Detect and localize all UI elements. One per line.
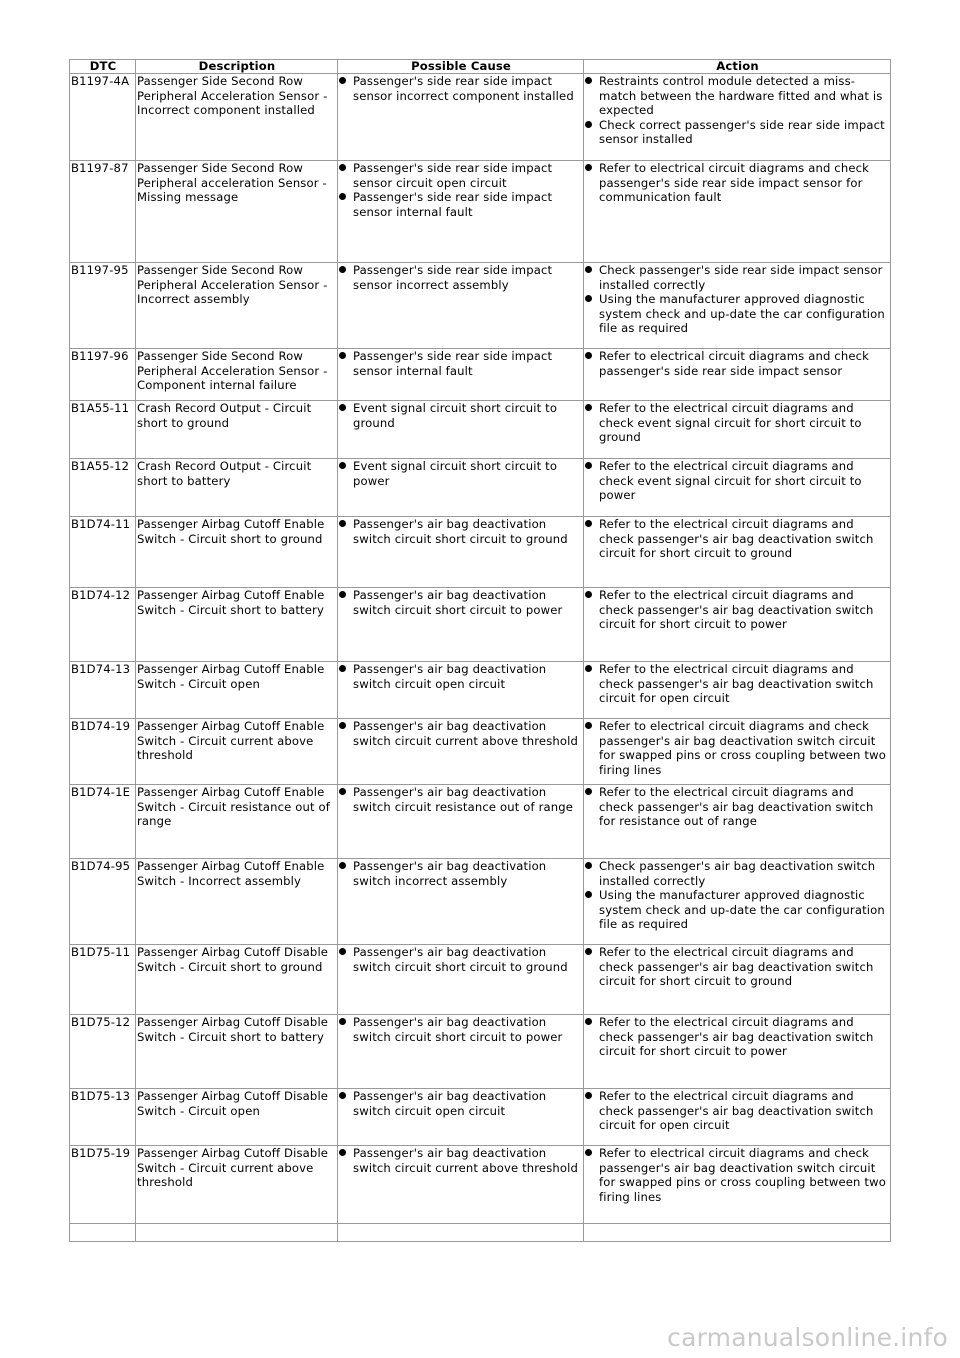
table-row <box>70 263 891 349</box>
table-row <box>70 161 891 263</box>
description-text: Passenger Airbag Cutoff Enable Switch - Circuit short to battery <box>137 588 325 617</box>
possible-cause-item: Passenger's air bag deactivation switch circuit open circuit <box>339 1089 583 1118</box>
action-cell <box>584 1015 891 1089</box>
possible-cause-list <box>339 517 583 546</box>
possible-cause-cell <box>338 662 584 719</box>
header-action: Action <box>584 60 891 74</box>
action-list <box>585 517 890 561</box>
action-item: Refer to the electrical circuit diagrams and check event signal circuit for short circuit to ground <box>585 401 890 445</box>
action-cell <box>584 1146 891 1224</box>
action-cell <box>584 349 891 401</box>
possible-cause-item: Event signal circuit short circuit to power <box>339 459 583 488</box>
action-cell <box>584 785 891 859</box>
possible-cause-list <box>339 349 583 378</box>
dtc-description <box>136 859 338 945</box>
description-text: Crash Record Output - Circuit short to battery <box>137 459 312 488</box>
action-cell <box>584 263 891 349</box>
description-text: Passenger Side Second Row Peripheral Acceleration Sensor - Incorrect component installed <box>137 74 328 118</box>
possible-cause-item: Passenger's side rear side impact sensor incorrect assembly <box>339 263 583 292</box>
dtc-code: B1D74-95 <box>70 859 136 945</box>
action-list <box>585 1089 890 1133</box>
table-row <box>70 349 891 401</box>
action-item: Refer to the electrical circuit diagrams and check event signal circuit for short circuit to power <box>585 459 890 503</box>
possible-cause-list <box>339 859 583 888</box>
possible-cause-item: Passenger's air bag deactivation switch circuit resistance out of range <box>339 785 583 814</box>
possible-cause-item: Passenger's side rear side impact sensor incorrect component installed <box>339 74 583 103</box>
header-possible-cause: Possible Cause <box>338 60 584 74</box>
table-row <box>70 74 891 161</box>
description-text: Passenger Airbag Cutoff Enable Switch - Incorrect assembly <box>137 859 325 888</box>
dtc-code: B1D75-12 <box>70 1015 136 1089</box>
description-text: Passenger Airbag Cutoff Enable Switch - Circuit resistance out of range <box>137 785 330 829</box>
action-item: Refer to the electrical circuit diagrams and check passenger's air bag deactivation switch circuit for short circuit to power <box>585 1015 890 1059</box>
dtc-code: B1197-95 <box>70 263 136 349</box>
possible-cause-list <box>339 785 583 814</box>
dtc-description <box>136 1015 338 1089</box>
table-row <box>70 517 891 588</box>
description-text: Passenger Airbag Cutoff Disable Switch - Circuit current above threshold <box>137 1146 329 1190</box>
dtc-description <box>136 263 338 349</box>
table-row <box>70 1089 891 1146</box>
possible-cause-cell <box>338 349 584 401</box>
action-list <box>585 588 890 632</box>
action-cell <box>584 945 891 1015</box>
possible-cause-list <box>339 1089 583 1118</box>
dtc-code: B1D75-19 <box>70 1146 136 1224</box>
description-text: Passenger Side Second Row Peripheral Acceleration Sensor - Component internal failure <box>137 349 328 393</box>
dtc-description <box>136 401 338 459</box>
action-item: Refer to the electrical circuit diagrams and check passenger's air bag deactivation switch circuit for short circuit to power <box>585 588 890 632</box>
possible-cause-item: Passenger's air bag deactivation switch circuit short circuit to ground <box>339 945 583 974</box>
dtc-description <box>136 1146 338 1224</box>
dtc-code: B1D74-11 <box>70 517 136 588</box>
action-cell <box>584 161 891 263</box>
dtc-table <box>69 59 891 1242</box>
description-text: Passenger Airbag Cutoff Disable Switch - Circuit short to battery <box>137 1015 329 1044</box>
description-text: Crash Record Output - Circuit short to ground <box>137 401 312 430</box>
action-cell <box>584 719 891 785</box>
possible-cause-cell <box>338 1015 584 1089</box>
possible-cause-item: Passenger's air bag deactivation switch circuit current above threshold <box>339 1146 583 1175</box>
possible-cause-list <box>339 161 583 219</box>
dtc-code: B1D74-12 <box>70 588 136 662</box>
possible-cause-list <box>339 401 583 430</box>
possible-cause-list <box>339 1015 583 1044</box>
table-row <box>70 1015 891 1089</box>
action-item: Refer to the electrical circuit diagrams and check passenger's air bag deactivation switch circuit for open circuit <box>585 662 890 706</box>
dtc-code: B1197-96 <box>70 349 136 401</box>
possible-cause-cell <box>338 859 584 945</box>
action-item: Restraints control module detected a miss-match between the hardware fitted and what is expected <box>585 74 890 118</box>
action-cell <box>584 517 891 588</box>
table-row <box>70 945 891 1015</box>
possible-cause-list <box>339 719 583 748</box>
action-list <box>585 161 890 205</box>
possible-cause-item: Passenger's air bag deactivation switch incorrect assembly <box>339 859 583 888</box>
action-item: Using the manufacturer approved diagnostic system check and up-date the car configuration file as required <box>585 888 890 932</box>
possible-cause-item: Passenger's side rear side impact sensor internal fault <box>339 349 583 378</box>
action-cell <box>584 459 891 517</box>
action-cell <box>584 662 891 719</box>
table-body <box>70 74 891 1242</box>
action-item: Check passenger's air bag deactivation switch installed correctly <box>585 859 890 888</box>
possible-cause-cell <box>338 785 584 859</box>
table-row <box>70 662 891 719</box>
dtc-code: B1D75-13 <box>70 1089 136 1146</box>
possible-cause-item: Passenger's air bag deactivation switch circuit current above threshold <box>339 719 583 748</box>
dtc-code: B1A55-12 <box>70 459 136 517</box>
possible-cause-cell <box>338 263 584 349</box>
action-item: Refer to electrical circuit diagrams and check passenger's side rear side impact sensor for communication fault <box>585 161 890 205</box>
possible-cause-list <box>339 588 583 617</box>
watermark: carmanualsonline.info <box>667 1323 948 1352</box>
action-list <box>585 459 890 503</box>
dtc-description <box>136 459 338 517</box>
description-text: Passenger Airbag Cutoff Disable Switch - Circuit short to ground <box>137 945 329 974</box>
header-dtc: DTC <box>70 60 136 74</box>
possible-cause-cell <box>338 719 584 785</box>
dtc-description <box>136 1089 338 1146</box>
possible-cause-item: Passenger's side rear side impact sensor internal fault <box>339 190 583 219</box>
action-list <box>585 401 890 445</box>
action-list <box>585 349 890 378</box>
possible-cause-list <box>339 945 583 974</box>
possible-cause-item: Passenger's side rear side impact sensor circuit open circuit <box>339 161 583 190</box>
action-item: Refer to the electrical circuit diagrams and check passenger's air bag deactivation switch circuit for open circuit <box>585 1089 890 1133</box>
table-row <box>70 859 891 945</box>
possible-cause-cell <box>338 588 584 662</box>
dtc-description <box>136 349 338 401</box>
possible-cause-item: Event signal circuit short circuit to ground <box>339 401 583 430</box>
possible-cause-item: Passenger's air bag deactivation switch circuit short circuit to ground <box>339 517 583 546</box>
possible-cause-list <box>339 662 583 691</box>
possible-cause-cell <box>338 459 584 517</box>
possible-cause-list <box>339 263 583 292</box>
action-list <box>585 859 890 932</box>
action-list <box>585 74 890 147</box>
action-list <box>585 662 890 706</box>
description-text: Passenger Side Second Row Peripheral acceleration Sensor - Missing message <box>137 161 327 205</box>
table-row <box>70 719 891 785</box>
possible-cause-cell <box>338 517 584 588</box>
possible-cause-item: Passenger's air bag deactivation switch circuit short circuit to power <box>339 1015 583 1044</box>
possible-cause-item: Passenger's air bag deactivation switch circuit open circuit <box>339 662 583 691</box>
dtc-description <box>136 945 338 1015</box>
empty-cell <box>584 1224 891 1242</box>
dtc-description <box>136 161 338 263</box>
action-list <box>585 785 890 829</box>
description-text: Passenger Airbag Cutoff Enable Switch - Circuit open <box>137 662 325 691</box>
table-row <box>70 1146 891 1224</box>
description-text: Passenger Side Second Row Peripheral Acceleration Sensor - Incorrect assembly <box>137 263 328 307</box>
action-item: Using the manufacturer approved diagnostic system check and up-date the car configuration file as required <box>585 292 890 336</box>
action-list <box>585 1015 890 1059</box>
description-text: Passenger Airbag Cutoff Disable Switch - Circuit open <box>137 1089 329 1118</box>
action-cell <box>584 1089 891 1146</box>
dtc-code: B1D75-11 <box>70 945 136 1015</box>
action-list <box>585 1146 890 1204</box>
dtc-code: B1A55-11 <box>70 401 136 459</box>
dtc-description <box>136 719 338 785</box>
possible-cause-cell <box>338 1146 584 1224</box>
dtc-description <box>136 588 338 662</box>
table-row <box>70 588 891 662</box>
empty-cell <box>338 1224 584 1242</box>
dtc-description <box>136 517 338 588</box>
description-text: Passenger Airbag Cutoff Enable Switch - Circuit short to ground <box>137 517 325 546</box>
possible-cause-list <box>339 459 583 488</box>
action-item: Check correct passenger's side rear side impact sensor installed <box>585 118 890 147</box>
dtc-code: B1197-4A <box>70 74 136 161</box>
action-item: Refer to the electrical circuit diagrams and check passenger's air bag deactivation switch circuit for short circuit to ground <box>585 945 890 989</box>
possible-cause-cell <box>338 945 584 1015</box>
action-cell <box>584 74 891 161</box>
action-item: Refer to electrical circuit diagrams and check passenger's air bag deactivation switch circuit for swapped pins or cross coupling between two firing lines <box>585 1146 890 1204</box>
possible-cause-cell <box>338 1089 584 1146</box>
header-row <box>70 60 891 74</box>
table-row <box>70 459 891 517</box>
action-list <box>585 263 890 336</box>
possible-cause-cell <box>338 161 584 263</box>
action-item: Refer to the electrical circuit diagrams and check passenger's air bag deactivation switch for resistance out of range <box>585 785 890 829</box>
action-cell <box>584 859 891 945</box>
action-item: Refer to electrical circuit diagrams and check passenger's air bag deactivation switch circuit for swapped pins or cross coupling between two firing lines <box>585 719 890 777</box>
action-list <box>585 945 890 989</box>
header-description: Description <box>136 60 338 74</box>
dtc-description <box>136 662 338 719</box>
empty-cell <box>70 1224 136 1242</box>
description-text: Passenger Airbag Cutoff Enable Switch - Circuit current above threshold <box>137 719 325 763</box>
possible-cause-cell <box>338 74 584 161</box>
table-continuation <box>70 1224 891 1242</box>
action-cell <box>584 588 891 662</box>
table-row <box>70 401 891 459</box>
action-item: Refer to electrical circuit diagrams and check passenger's side rear side impact sensor <box>585 349 890 378</box>
possible-cause-list <box>339 1146 583 1175</box>
dtc-code: B1D74-1E <box>70 785 136 859</box>
action-item: Refer to the electrical circuit diagrams and check passenger's air bag deactivation switch circuit for short circuit to ground <box>585 517 890 561</box>
table-row <box>70 785 891 859</box>
possible-cause-list <box>339 74 583 103</box>
dtc-description <box>136 74 338 161</box>
dtc-code: B1197-87 <box>70 161 136 263</box>
dtc-description <box>136 785 338 859</box>
action-list <box>585 719 890 777</box>
possible-cause-item: Passenger's air bag deactivation switch circuit short circuit to power <box>339 588 583 617</box>
action-item: Check passenger's side rear side impact sensor installed correctly <box>585 263 890 292</box>
action-cell <box>584 401 891 459</box>
possible-cause-cell <box>338 401 584 459</box>
dtc-code: B1D74-19 <box>70 719 136 785</box>
dtc-code: B1D74-13 <box>70 662 136 719</box>
empty-cell <box>136 1224 338 1242</box>
